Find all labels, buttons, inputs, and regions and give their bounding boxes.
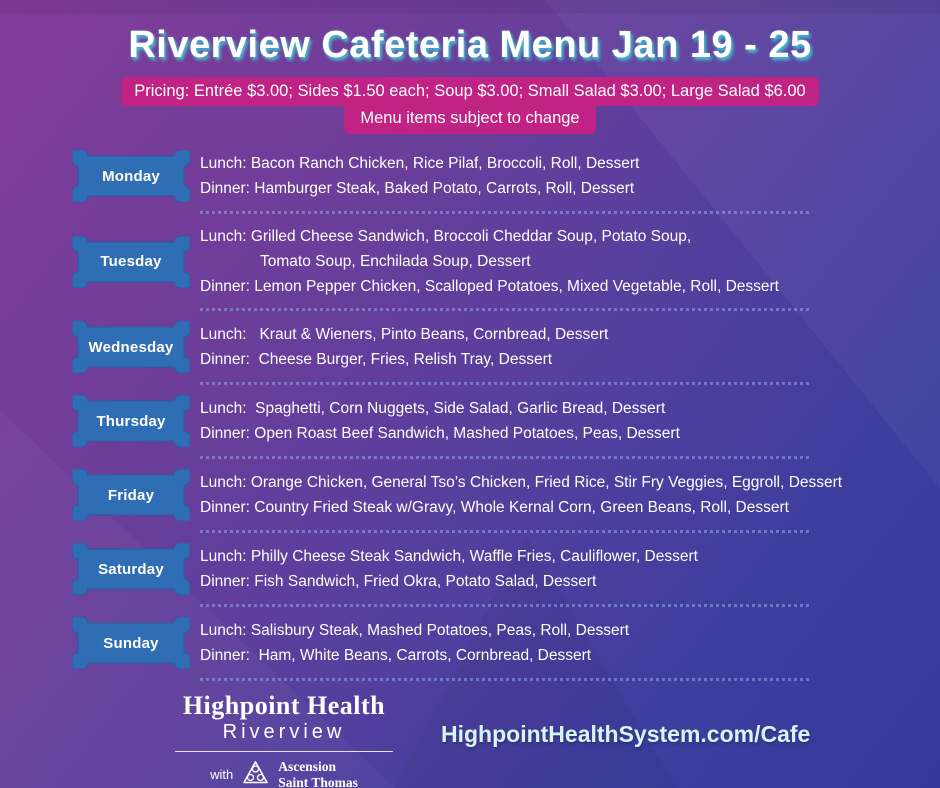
- menu-line: Dinner: Cheese Burger, Fries, Relish Tray, Dessert: [200, 351, 553, 368]
- day-row: [72, 617, 940, 669]
- day-badge: [72, 321, 190, 373]
- day-badge-label: Wednesday: [88, 338, 174, 356]
- menu-line: Lunch: Philly Cheese Steak Sandwich, Waffle Fries, Cauliflower, Dessert: [200, 548, 698, 565]
- partner-lockup: [210, 759, 358, 788]
- day-badge-label: Monday: [102, 167, 160, 185]
- pricing-line: Pricing: Entrée $3.00; Sides $1.50 each; Soup $3.00; Small Salad $3.00; Large Salad $6.00: [121, 77, 818, 106]
- menu-line: Lunch: Spaghetti, Corn Nuggets, Side Salad, Garlic Bread, Dessert: [200, 400, 666, 417]
- day-row: [72, 321, 940, 373]
- day-row: [72, 469, 940, 521]
- dotted-separator: [200, 530, 812, 533]
- hospital-logo: [175, 691, 393, 788]
- partner-name: [278, 759, 358, 788]
- day-badge-label: Saturday: [98, 560, 164, 578]
- day-badge: [72, 236, 190, 288]
- day-row: [72, 543, 940, 595]
- menu-line: Lunch: Kraut & Wieners, Pinto Beans, Cornbread, Dessert: [200, 326, 609, 343]
- menu-line: Lunch: Salisbury Steak, Mashed Potatoes, Peas, Roll, Dessert: [200, 622, 630, 639]
- logo-divider: [175, 751, 393, 752]
- menu-line: Dinner: Hamburger Steak, Baked Potato, Carrots, Roll, Dessert: [200, 180, 635, 197]
- dotted-separator: [200, 382, 812, 385]
- menu-line: Tomato Soup, Enchilada Soup, Dessert: [260, 253, 531, 270]
- day-lines: [200, 396, 680, 446]
- day-badge-label: Thursday: [96, 412, 166, 430]
- website-url: HighpointHealthSystem.com/Cafe: [441, 721, 811, 747]
- menu-line: Dinner: Fish Sandwich, Fried Okra, Potato Salad, Dessert: [200, 573, 597, 590]
- day-row: [72, 224, 940, 299]
- menu-line: Lunch: Bacon Ranch Chicken, Rice Pilaf, Broccoli, Roll, Dessert: [200, 155, 640, 172]
- brand-name: Highpoint Health: [182, 691, 386, 720]
- menu-line: Dinner: Lemon Pepper Chicken, Scalloped Potatoes, Mixed Vegetable, Roll, Dessert: [200, 278, 779, 295]
- day-badge: [72, 617, 190, 669]
- day-lines: [200, 322, 608, 372]
- day-lines: [200, 470, 842, 520]
- background-top-band: [0, 0, 940, 13]
- page-title: Riverview Cafeteria Menu Jan 19 - 25: [128, 24, 812, 66]
- day-badge-label: Friday: [107, 486, 155, 504]
- brand-location: Riverview: [222, 721, 346, 743]
- pricing-banner: [0, 77, 940, 134]
- pricing-note: Menu items subject to change: [344, 105, 595, 134]
- dotted-separator: [200, 211, 812, 214]
- day-lines: [200, 224, 779, 299]
- partner-prefix-label: with: [210, 767, 234, 783]
- menu-line: Lunch: Grilled Cheese Sandwich, Broccoli Cheddar Soup, Potato Soup,: [200, 228, 692, 245]
- dotted-separator: [200, 308, 812, 311]
- day-badge-label: Tuesday: [100, 253, 162, 270]
- menu-days: [72, 150, 940, 681]
- day-badge: [72, 150, 190, 202]
- footer: [0, 691, 940, 788]
- menu-line: Lunch: Orange Chicken, General Tso’s Chicken, Fried Rice, Stir Fry Veggies, Eggroll, Dessert: [200, 474, 843, 491]
- day-badge-label: Sunday: [103, 634, 159, 652]
- dotted-separator: [200, 678, 812, 681]
- ascension-logo-icon: [242, 760, 269, 788]
- day-badge: [72, 395, 190, 447]
- day-row: [72, 395, 940, 447]
- day-badge: [72, 543, 190, 595]
- day-lines: [200, 618, 629, 668]
- dotted-separator: [200, 456, 812, 459]
- menu-line: Dinner: Open Roast Beef Sandwich, Mashed Potatoes, Peas, Dessert: [200, 425, 680, 442]
- day-row: [72, 150, 940, 202]
- dotted-separator: [200, 604, 812, 607]
- day-lines: [200, 544, 698, 594]
- partner-name-line2: Saint Thomas: [278, 774, 358, 788]
- partner-name-line1: Ascension: [278, 759, 336, 774]
- menu-line: Dinner: Country Fried Steak w/Gravy, Whole Kernal Corn, Green Beans, Roll, Dessert: [200, 499, 789, 516]
- day-badge: [72, 469, 190, 521]
- day-lines: [200, 151, 639, 201]
- menu-line: Dinner: Ham, White Beans, Carrots, Cornbread, Dessert: [200, 647, 592, 664]
